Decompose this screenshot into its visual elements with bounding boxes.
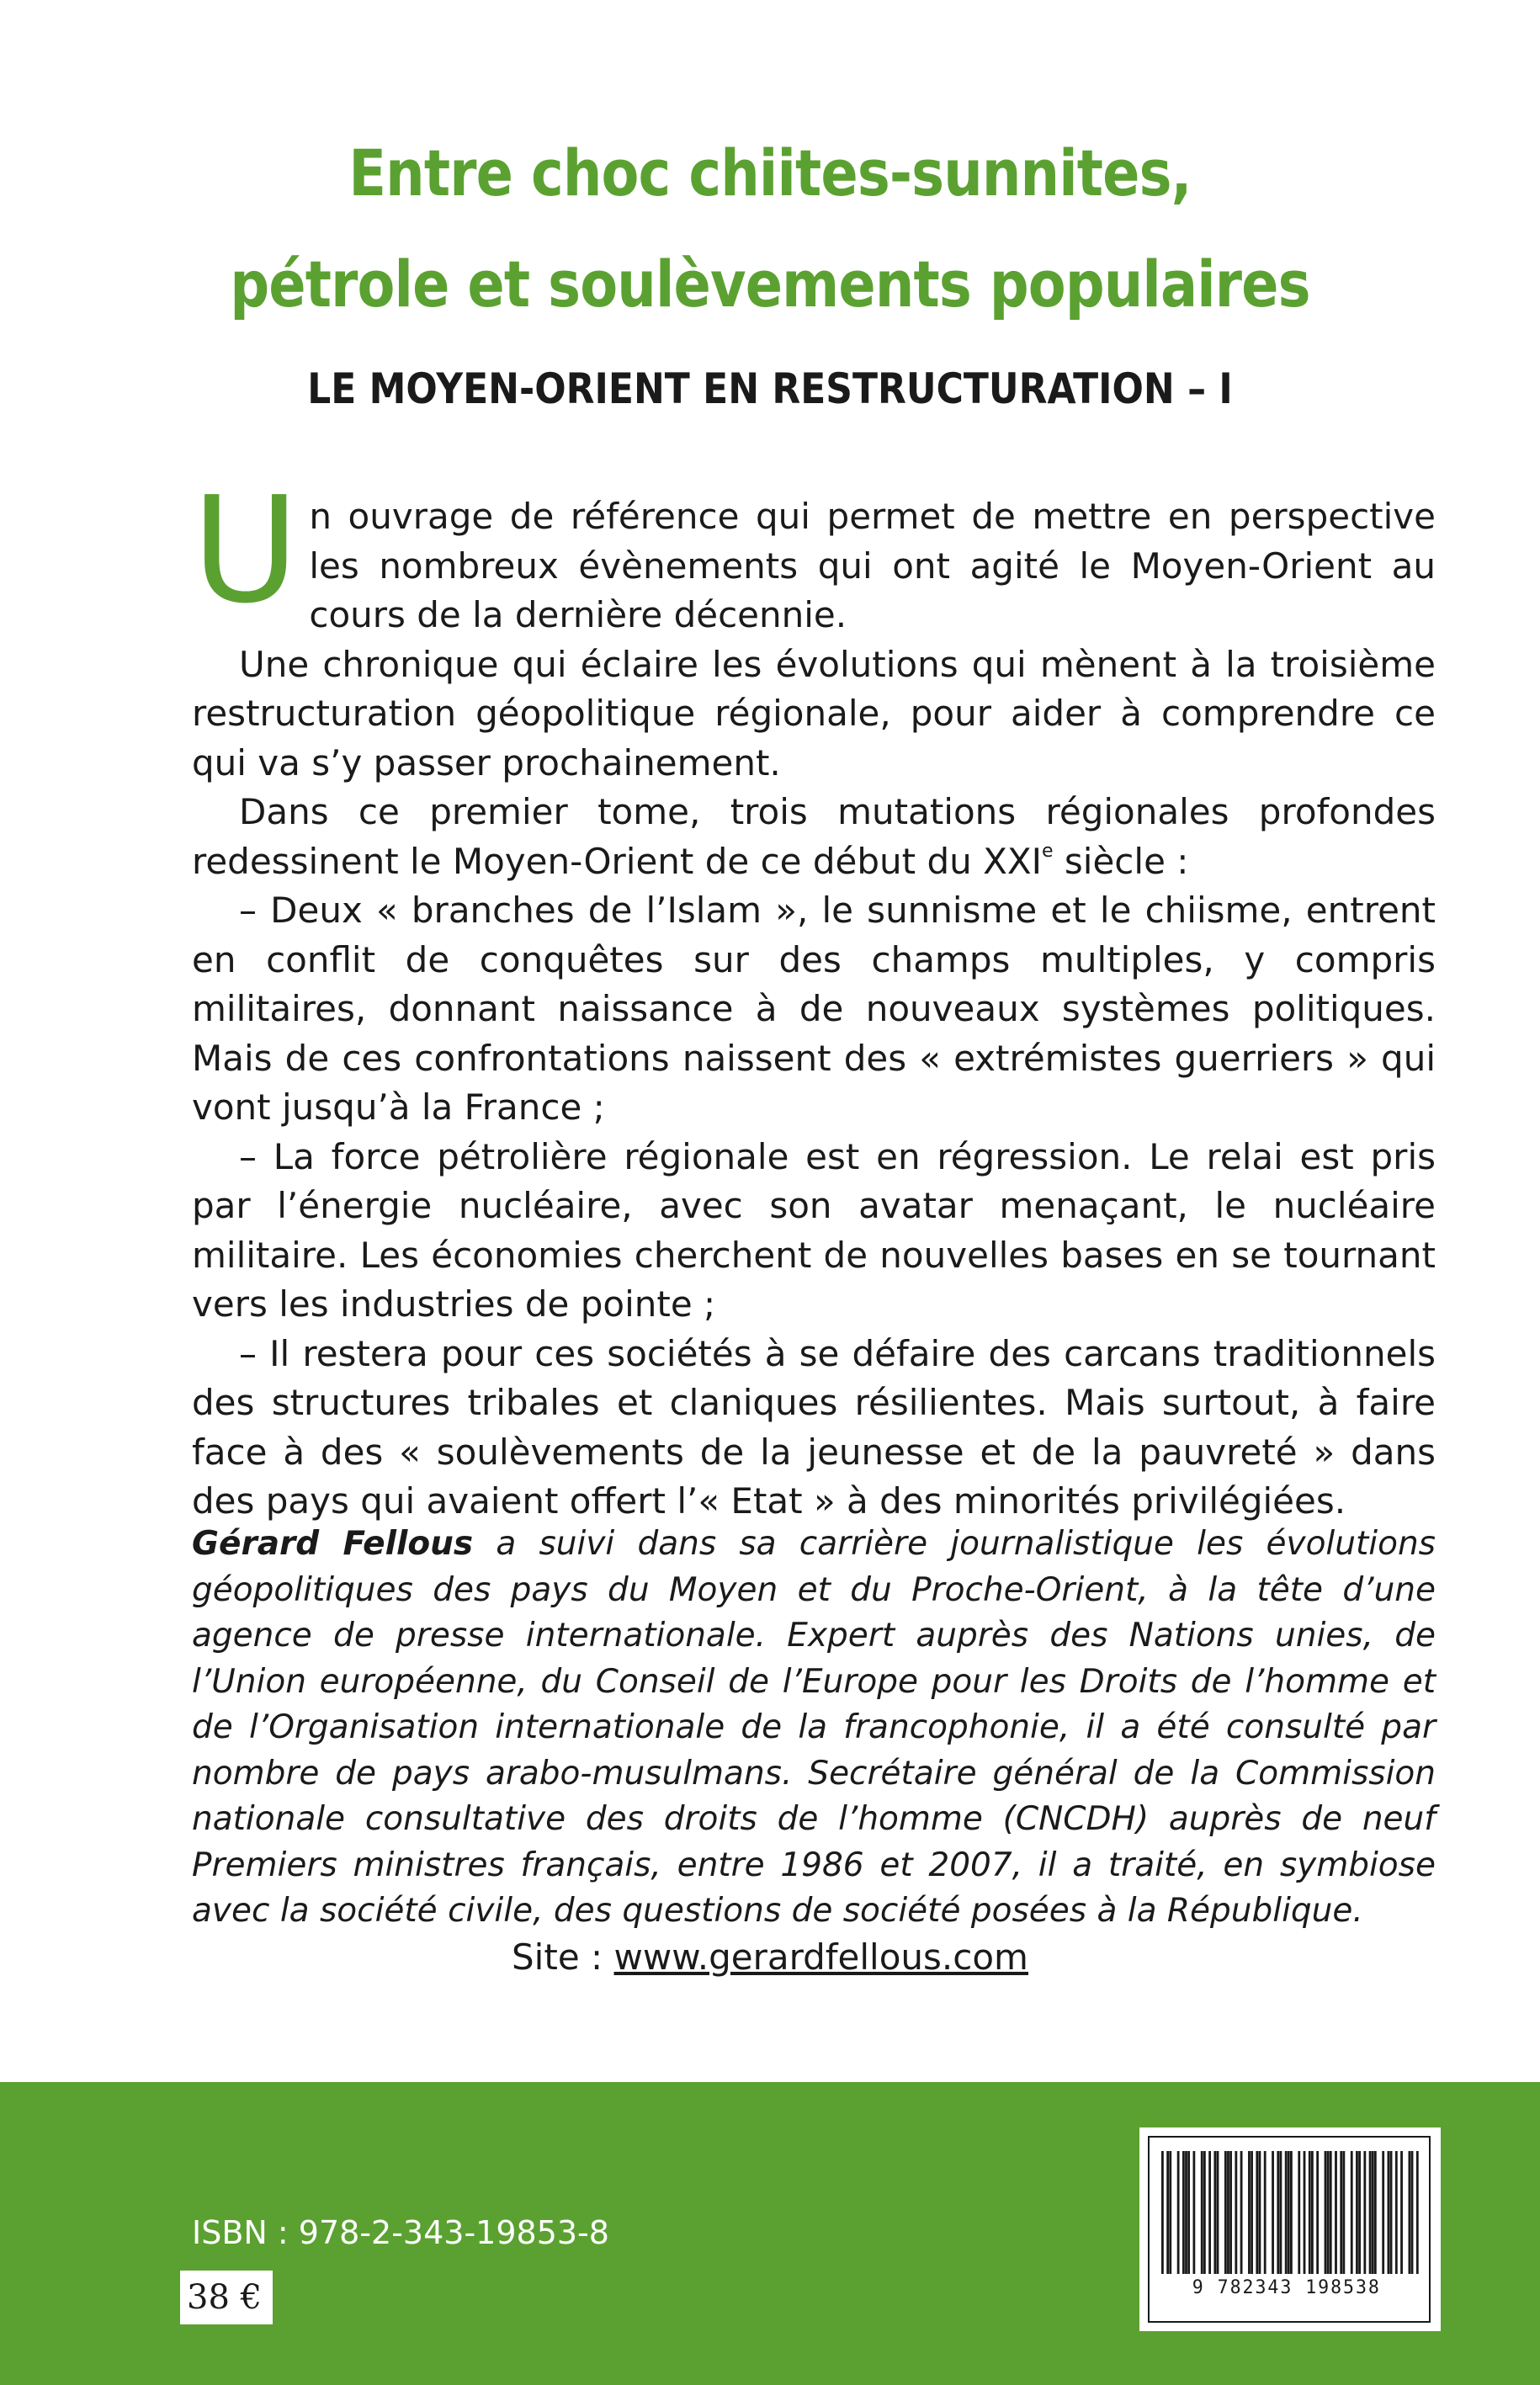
summary-paragraph-6: – Il restera pour ces sociétés à se défaire des carcans traditionnels des structures tribales et claniques résilientes. Mais surtout, à faire face à des « soulèvements de la jeunesse et de la pauvreté » dans des pays qui avaient offert l’« Etat » à des minorités privilégiées. [192,1332,1436,1522]
barcode-bar [1235,2151,1237,2274]
barcode-bar [1217,2151,1219,2274]
author-name: Gérard Fellous [192,1525,474,1563]
barcode-bar [1351,2151,1353,2274]
book-title [108,118,1432,340]
barcode-frame [1148,2136,1431,2323]
barcode-bar [1342,2151,1345,2274]
title-line-1: Entre choc chiites-sunnites, [348,135,1192,210]
barcode-bar [1363,2151,1366,2274]
summary-paragraph-1 [192,465,1436,640]
barcode-bar [1229,2151,1232,2274]
barcode-bar [1161,2151,1164,2274]
barcode-bar [1311,2151,1314,2274]
barcode-bar [1192,2151,1195,2274]
barcode-bar [1177,2151,1180,2274]
barcode-bar [1169,2151,1171,2274]
summary-text [192,465,1436,1527]
barcode-box [1139,2127,1441,2331]
footer-band [0,2082,1540,2385]
site-link[interactable]: www.gerardfellous.com [613,1936,1028,1978]
barcode-bar [1416,2151,1419,2274]
barcode-bar [1185,2151,1187,2274]
barcode-bar [1388,2151,1390,2274]
barcode-bar [1272,2151,1274,2274]
price-box [180,2271,273,2324]
price-text: 38 € [187,2278,263,2317]
barcode-bar [1224,2151,1227,2274]
isbn-text: ISBN : 978-2-343-19853-8 [192,2214,609,2251]
barcode-bar [1182,2151,1185,2274]
barcode-bar [1372,2151,1374,2274]
barcode-bar [1277,2151,1279,2274]
barcode-bar [1400,2151,1403,2274]
summary-p3-after: siècle : [1053,840,1189,882]
barcode-bar [1316,2151,1319,2274]
barcode-bar [1251,2151,1253,2274]
century-superscript: e [1042,840,1054,862]
barcode-bar [1248,2151,1251,2274]
barcode-bar [1201,2151,1203,2274]
author-bio [192,1522,1436,1935]
barcode-bar [1409,2151,1411,2274]
summary-paragraph-2: Une chronique qui éclaire les évolutions qui mènent à la troisième restructuration géopolitique régionale, pour aider à comprendre ce qui va s’y passer prochainement. [192,643,1436,783]
barcode-bar [1203,2151,1206,2274]
barcode-bar [1340,2151,1342,2274]
barcode-bar [1309,2151,1311,2274]
title-line-2: pétrole et soulèvements populaires [230,247,1310,321]
drop-cap: U [192,465,300,636]
summary-paragraph-4: – Deux « branches de l’Islam », le sunnisme et le chiisme, entrent en conflit de conquêtes sur des champs multiples, y compris militaires, donnant naissance à de nouveaux systèmes politiques. Mais de ces confrontations naissent des « extrémistes guerriers » qui vont jusqu’à la France ; [192,890,1436,1128]
barcode-bar [1335,2151,1337,2274]
summary-paragraph-5: – La force pétrolière régionale est en régression. Le relai est pris par l’énergie nucléaire, avec son avatar menaçant, le nucléaire militaire. Les économies cherchent de nouvelles bases en se tournant vers les industries de pointe ; [192,1135,1436,1325]
barcode-bar [1411,2151,1414,2274]
barcode-bar [1259,2151,1261,2274]
barcode-bar [1358,2151,1361,2274]
barcode-bar [1390,2151,1393,2274]
barcode-bar [1290,2151,1293,2274]
summary-p3-before: Dans ce premier tome, trois mutations régionales profondes redessinent le Moyen-Orient de ce début du XXI [192,791,1436,882]
summary-p1-text: n ouvrage de référence qui permet de mettre en perspective les nombreux évènements qui ont agité le Moyen-Orient au cours de la dernière décennie. [309,496,1436,635]
barcode-icon [1161,2151,1419,2279]
website-line [0,1934,1540,1981]
barcode-bar [1166,2151,1169,2274]
barcode-bar [1327,2151,1330,2274]
author-bio-text: a suivi dans sa carrière journalistique les évolutions géopolitiques des pays du Moyen et du Proche-Orient, à la tête d’une agence de presse internationale. Expert auprès des Nations unies, de l’Union européenne, du Conseil de l’Europe pour les Droits de l’homme et de l’Organisation internationale de la francophonie, il a été consulté par nombre de pays arabo-musulmans. Secrétaire général de la Commission nationale consultative des droits de l’homme (CNCDH) auprès de neuf Premiers ministres français, entre 1986 et 2007, il a traité, en symbiose avec la société civile, des questions de société posées à la République. [192,1525,1436,1930]
barcode-bar [1369,2151,1372,2274]
barcode-bar [1374,2151,1377,2274]
barcode-bar [1280,2151,1282,2274]
barcode-bar [1208,2151,1211,2274]
barcode-bar [1187,2151,1190,2274]
barcode-bar [1264,2151,1267,2274]
barcode-bar [1298,2151,1300,2274]
barcode-bar [1304,2151,1306,2274]
barcode-bar [1288,2151,1290,2274]
barcode-bar [1356,2151,1358,2274]
summary-paragraph-3 [192,788,1436,886]
site-label: Site : [512,1936,614,1978]
barcode-digits: 9 782343 198538 [1192,2277,1381,2298]
barcode-bar [1285,2151,1288,2274]
barcode-bar [1256,2151,1258,2274]
barcode-bar [1395,2151,1398,2274]
barcode-bar [1227,2151,1229,2274]
barcode-bar [1325,2151,1327,2274]
barcode-bar [1213,2151,1216,2274]
series-subtitle: LE MOYEN-ORIENT EN RESTRUCTURATION – I [307,364,1233,413]
barcode-bar [1382,2151,1384,2274]
barcode-bar [1330,2151,1332,2274]
barcode-bar [1240,2151,1243,2274]
